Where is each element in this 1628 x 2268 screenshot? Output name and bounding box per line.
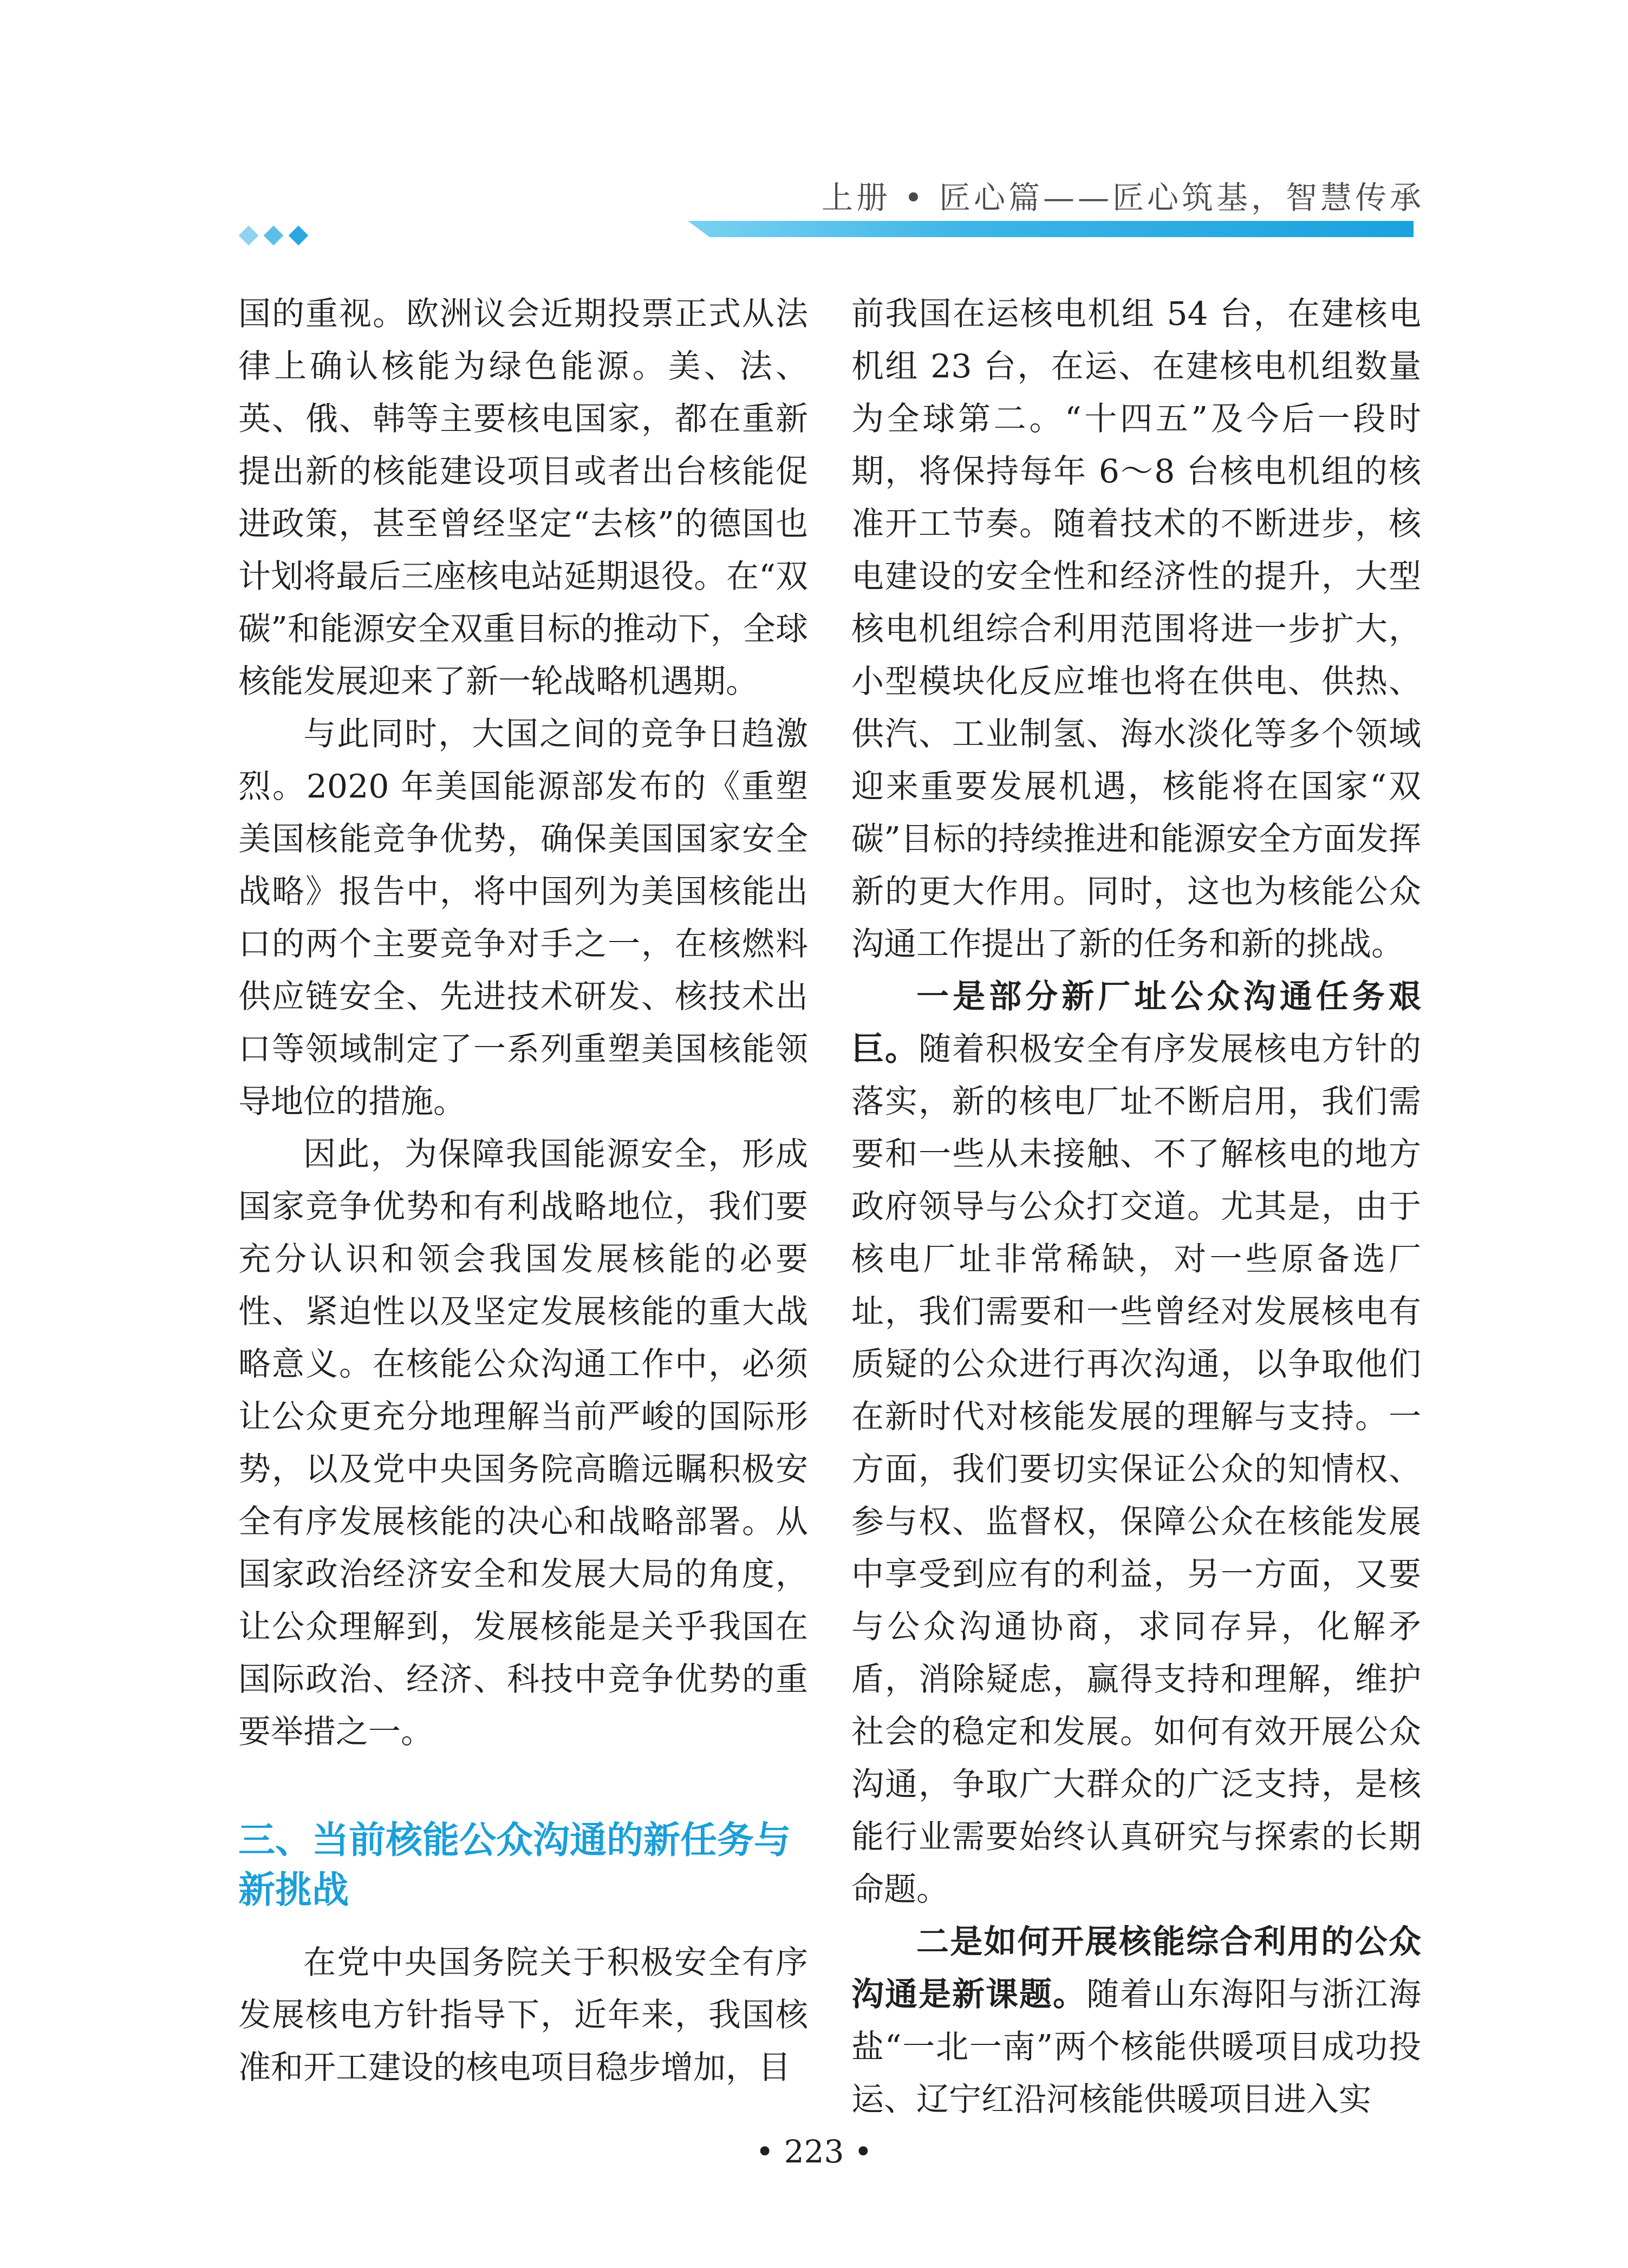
left-paragraph-4: 在党中央国务院关于积极安全有序发展核电方针指导下，近年来，我国核准和开工建设的核电项目稳步增加，目 (238, 1944, 808, 2087)
header-diamond-3 (289, 226, 309, 246)
left-paragraph-3: 因此，为保障我国能源安全，形成国家竞争优势和有利战略地位，我们要充分认识和领会我国发展核能的必要性、紧迫性以及坚定发展核能的重大战略意义。在核能公众沟通工作中，必须让公众更充分地理解当前严峻的国际形势，以及党中央国务院高瞻远瞩积极安全有序发展核能的决心和战略部署。从国家政治经济安全和发展大局的角度，让公众理解到，发展核能是关乎我国在国际政治、经济、科技中竞争优势的重要举措之一。 (238, 1135, 808, 1751)
header-accent-bar (688, 221, 1414, 237)
point-two-lead: 二是如何开展核能综合利用的公众沟通是新课题。 (851, 1923, 1421, 2014)
right-paragraph-2 (851, 971, 1421, 1916)
section-heading: 三、当前核能公众沟通的新任务与新挑战 (238, 1819, 791, 1912)
point-one-lead: 一是部分新厂址公众沟通任务艰巨。 (851, 978, 1421, 1068)
point-two-body: 随着山东海阳与浙江海盐“一北一南”两个核能供暖项目成功投运、辽宁红沿河核能供暖项目进入实 (851, 1976, 1421, 2119)
running-head: 上册 • 匠心篇——匠心筑基，智慧传承 (821, 179, 1424, 216)
left-paragraph-2: 与此同时，大国之间的竞争日趋激烈。2020 年美国能源部发布的《重塑美国核能竞争优势，确保美国国家安全战略》报告中，将中国列为美国核能出口的两个主要竞争对手之一，在核燃料供应链安全、先进技术研发、核技术出口等领域制定了一系列重塑美国核能领导地位的措施。 (238, 715, 808, 1121)
page-number: • 223 • (756, 2133, 872, 2170)
left-column (238, 288, 808, 2094)
right-column (851, 288, 1421, 2126)
left-paragraph-1: 国的重视。欧洲议会近期投票正式从法律上确认核能为绿色能源。美、法、英、俄、韩等主要核电国家，都在重新提出新的核能建设项目或者出台核能促进政策，甚至曾经坚定“去核”的德国也计划将最后三座核电站延期退役。在“双碳”和能源安全双重目标的推动下，全球核能发展迎来了新一轮战略机遇期。 (238, 295, 808, 701)
header-diamond-2 (264, 226, 284, 246)
header-diamond-1 (239, 226, 259, 246)
point-one-body: 随着积极安全有序发展核电方针的落实，新的核电厂址不断启用，我们需要和一些从未接触、不了解核电的地方政府领导与公众打交道。尤其是，由于核电厂址非常稀缺，对一些原备选厂址，我们需要和一些曾经对发展核电有质疑的公众进行再次沟通，以争取他们在新时代对核能发展的理解与支持。一方面，我们要切实保证公众的知情权、参与权、监督权，保障公众在核能发展中享受到应有的利益，另一方面，又要与公众沟通协商，求同存异，化解矛盾，消除疑虑，赢得支持和理解，维护社会的稳定和发展。如何有效开展公众沟通，争取广大群众的广泛支持，是核能行业需要始终认真研究与探索的长期命题。 (851, 1030, 1421, 1908)
right-paragraph-1: 前我国在运核电机组 54 台，在建核电机组 23 台，在运、在建核电机组数量为全球第二。“十四五”及今后一段时期，将保持每年 6～8 台核电机组的核准开工节奏。随着技术的不断进步，核电建设的安全性和经济性的提升，大型核电机组综合利用范围将进一步扩大，小型模块化反应堆也将在供电、供热、供汽、工业制氢、海水淡化等多个领域迎来重要发展机遇，核能将在国家“双碳”目标的持续推进和能源安全方面发挥新的更大作用。同时，这也为核能公众沟通工作提出了新的任务和新的挑战。 (851, 295, 1421, 963)
right-paragraph-3 (851, 1916, 1421, 2126)
